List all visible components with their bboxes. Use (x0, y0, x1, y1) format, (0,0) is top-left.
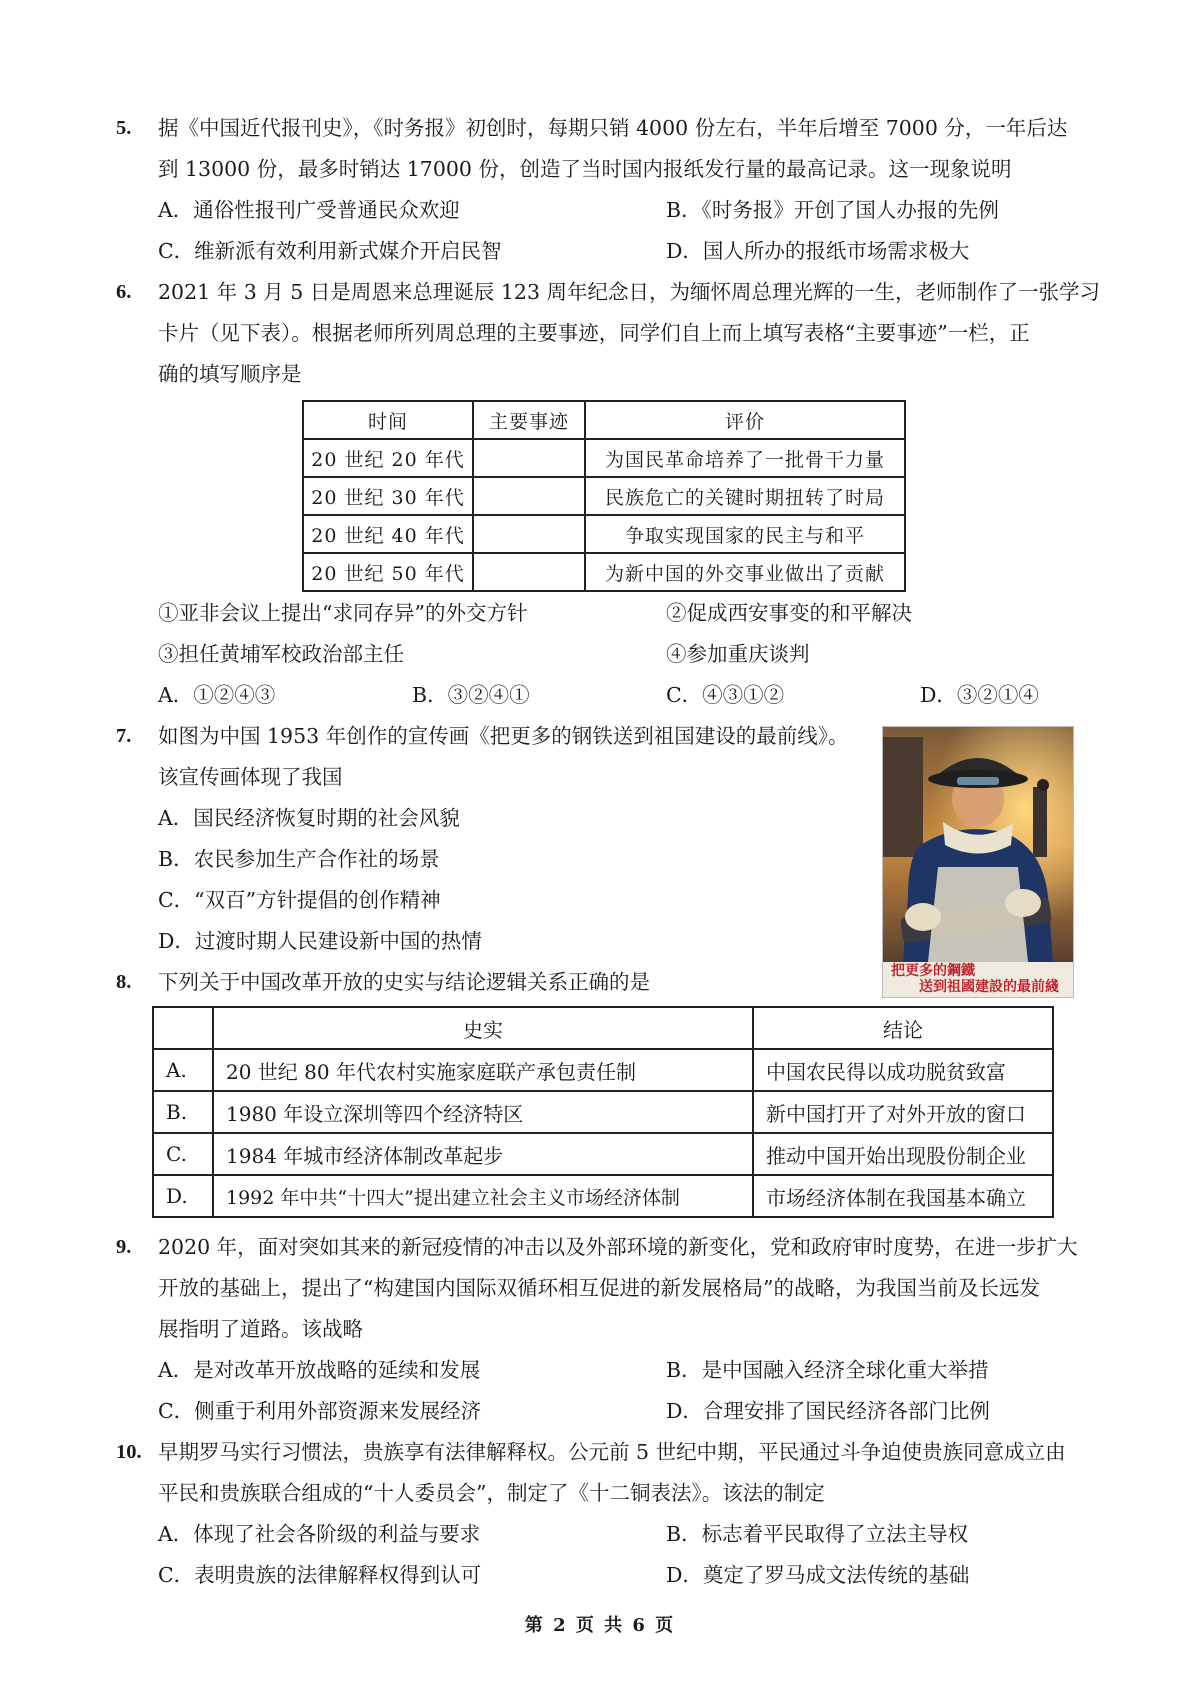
question-10-stem-line-1: 早期罗马实行习惯法，贵族享有法律解释权。公元前 5 世纪中期，平民通过斗争迫使贵族同意成立由 (158, 1440, 1066, 1464)
question-7-option-d: D．过渡时期人民建设新中国的热情 (158, 929, 482, 953)
table-cell-evaluation: 为新中国的外交事业做出了贡献 (585, 553, 905, 591)
question-5-option-d: D．国人所办的报纸市场需求极大 (666, 239, 970, 263)
question-5-stem-line-2: 到 13000 份，最多时销达 17000 份，创造了当时国内报纸发行量的最高记录。这一现象说明 (158, 157, 1012, 181)
table-header-row (153, 1007, 1053, 1049)
zhou-enlai-study-card-table (302, 400, 906, 592)
table-cell-fact: 20 世纪 80 年代农村实施家庭联产承包责任制 (213, 1049, 753, 1091)
table-cell-conclusion: 中国农民得以成功脱贫致富 (753, 1049, 1053, 1091)
table-cell-option: D. (153, 1175, 213, 1217)
table-cell-deeds (473, 439, 585, 477)
table-cell-time: 20 世纪 50 年代 (303, 553, 473, 591)
question-10-option-d: D．奠定了罗马成文法传统的基础 (666, 1563, 970, 1587)
question-6-item-1: ①亚非会议上提出“求同存异”的外交方针 (158, 601, 528, 625)
table-header-cell (153, 1007, 213, 1049)
question-10-stem-line-2: 平民和贵族联合组成的“十人委员会”，制定了《十二铜表法》。该法的制定 (158, 1481, 825, 1505)
question-6-stem-line-3: 确的填写顺序是 (158, 362, 302, 386)
question-5-option-a: A．通俗性报刊广受普通民众欢迎 (158, 198, 460, 222)
question-5-option-b: B．《时务报》开创了国人办报的先例 (666, 198, 999, 222)
question-10-number: 10. (116, 1441, 142, 1463)
question-7-option-a: A．国民经济恢复时期的社会风貌 (158, 806, 460, 830)
question-7-stem-line-1: 如图为中国 1953 年创作的宣传画《把更多的钢铁送到祖国建设的最前线》。 (158, 724, 849, 748)
question-9-option-c: C．侧重于利用外部资源来发展经济 (158, 1399, 482, 1423)
poster-caption-line-2: 送到祖國建設的最前綫 (919, 979, 1059, 995)
question-6-number: 6. (116, 281, 132, 303)
question-6-item-3: ③担任黄埔军校政治部主任 (158, 642, 404, 666)
table-header-row (303, 401, 905, 439)
question-9-option-d: D．合理安排了国民经济各部门比例 (666, 1399, 990, 1423)
table-cell-fact: 1984 年城市经济体制改革起步 (213, 1133, 753, 1175)
table-header-cell: 评价 (585, 401, 905, 439)
question-9-stem-line-2: 开放的基础上，提出了“构建国内国际双循环相互促进的新发展格局”的战略，为我国当前及长远发 (158, 1276, 1040, 1300)
table-cell-evaluation: 争取实现国家的民主与和平 (585, 515, 905, 553)
table-header-cell: 时间 (303, 401, 473, 439)
table-row (303, 439, 905, 477)
question-6-stem-line-2: 卡片（见下表）。根据老师所列周总理的主要事迹，同学们自上而上填写表格“主要事迹”一栏，正 (158, 321, 1030, 345)
steelworker-illustration (883, 727, 1073, 997)
question-7-option-b: B．农民参加生产合作社的场景 (158, 847, 440, 871)
question-10-option-c: C．表明贵族的法律解释权得到认可 (158, 1563, 482, 1587)
table-row (153, 1049, 1053, 1091)
question-9-stem-line-1: 2020 年，面对突如其来的新冠疫情的冲击以及外部环境的新变化，党和政府审时度势，在进一步扩大 (158, 1235, 1078, 1259)
table-cell-option: B. (153, 1091, 213, 1133)
poster-caption-line-1: 把更多的鋼鐵 (891, 963, 975, 979)
question-5-option-c: C．维新派有效利用新式媒介开启民智 (158, 239, 502, 263)
reform-facts-conclusions-table (152, 1006, 1054, 1218)
question-9-option-b: B．是中国融入经济全球化重大举措 (666, 1358, 989, 1382)
table-cell-deeds (473, 515, 585, 553)
table-header-cell: 主要事迹 (473, 401, 585, 439)
question-7-number: 7. (116, 725, 132, 747)
question-5-stem-line-1: 据《中国近代报刊史》，《时务报》初创时，每期只销 4000 份左右，半年后增至 7000 分，一年后达 (158, 116, 1068, 140)
table-cell-conclusion: 市场经济体制在我国基本确立 (753, 1175, 1053, 1217)
table-cell-evaluation: 为国民革命培养了一批骨干力量 (585, 439, 905, 477)
question-6-option-a: A．①②④③ (158, 683, 276, 707)
table-cell-evaluation: 民族危亡的关键时期扭转了时局 (585, 477, 905, 515)
table-cell-deeds (473, 477, 585, 515)
table-cell-deeds (473, 553, 585, 591)
table-row (303, 515, 905, 553)
question-10-option-b: B．标志着平民取得了立法主导权 (666, 1522, 969, 1546)
question-7-stem-line-2: 该宣传画体现了我国 (158, 765, 343, 789)
table-row (153, 1175, 1053, 1217)
question-8-stem: 下列关于中国改革开放的史实与结论逻辑关系正确的是 (158, 970, 650, 994)
question-5-number: 5. (116, 117, 132, 139)
question-9-option-a: A．是对改革开放战略的延续和发展 (158, 1358, 481, 1382)
question-6-stem-line-1: 2021 年 3 月 5 日是周恩来总理诞辰 123 周年纪念日，为缅怀周总理光辉的一生，老师制作了一张学习 (158, 280, 1100, 304)
question-6-item-4: ④参加重庆谈判 (666, 642, 810, 666)
table-cell-time: 20 世纪 40 年代 (303, 515, 473, 553)
table-cell-conclusion: 推动中国开始出现股份制企业 (753, 1133, 1053, 1175)
table-row (153, 1133, 1053, 1175)
question-7-option-c: C．“双百”方针提倡的创作精神 (158, 888, 441, 912)
table-row (153, 1091, 1053, 1133)
question-6-option-c: C．④③①② (666, 683, 785, 707)
table-cell-option: C. (153, 1133, 213, 1175)
question-6-option-b: B．③②④① (412, 683, 530, 707)
page-number-footer: 第 2 页 共 6 页 (524, 1615, 676, 1636)
question-9-stem-line-3: 展指明了道路。该战略 (158, 1317, 363, 1341)
question-9-number: 9. (116, 1236, 132, 1258)
table-row (303, 477, 905, 515)
question-6-option-d: D．③②①④ (920, 683, 1039, 707)
question-8-number: 8. (116, 971, 132, 993)
table-cell-fact: 1992 年中共“十四大”提出建立社会主义市场经济体制 (213, 1175, 753, 1217)
propaganda-poster-image (882, 726, 1074, 998)
question-6-item-2: ②促成西安事变的和平解决 (666, 601, 912, 625)
table-row (303, 553, 905, 591)
table-cell-conclusion: 新中国打开了对外开放的窗口 (753, 1091, 1053, 1133)
table-cell-option: A. (153, 1049, 213, 1091)
table-cell-time: 20 世纪 20 年代 (303, 439, 473, 477)
table-header-cell: 史实 (213, 1007, 753, 1049)
table-header-cell: 结论 (753, 1007, 1053, 1049)
question-10-option-a: A．体现了社会各阶级的利益与要求 (158, 1522, 481, 1546)
table-cell-time: 20 世纪 30 年代 (303, 477, 473, 515)
table-cell-fact: 1980 年设立深圳等四个经济特区 (213, 1091, 753, 1133)
